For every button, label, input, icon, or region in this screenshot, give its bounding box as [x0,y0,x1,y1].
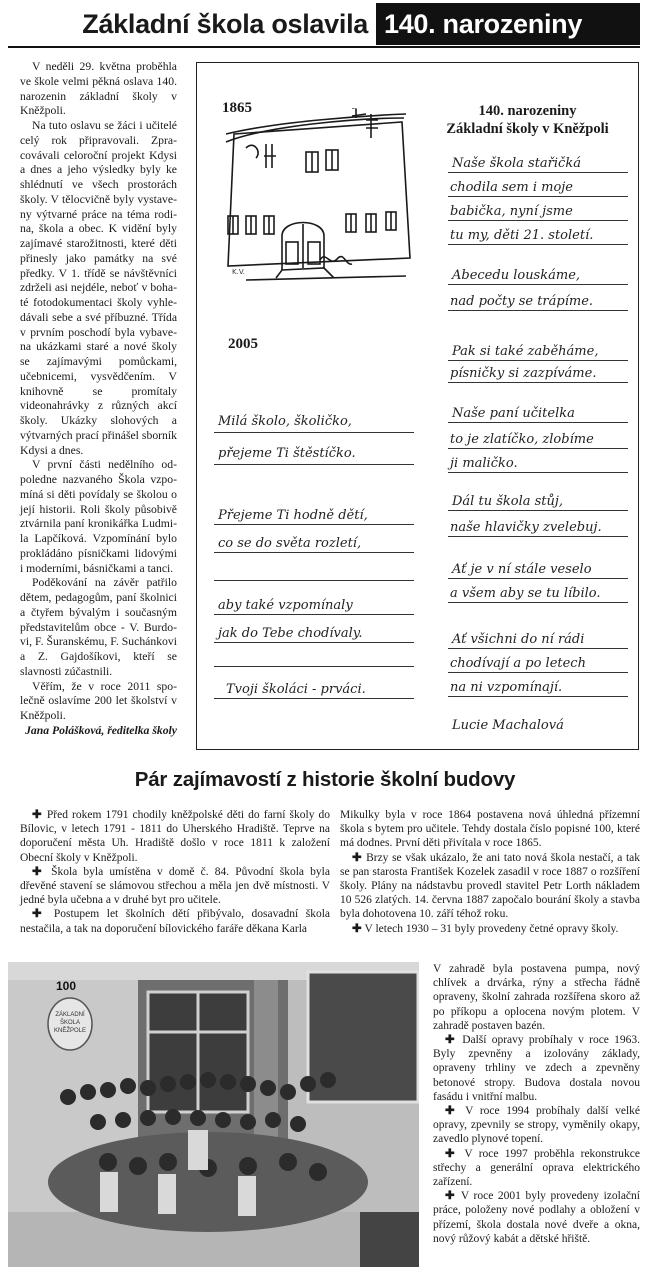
writing-rule [448,196,628,197]
poem-right-line: Pak si také zaběháme, [452,344,599,359]
page-header [8,3,640,45]
section-title: Pár zajímavostí z historie školní budovy [134,768,516,791]
cross-bullet-icon: ✚ [352,851,367,864]
history-column-2 [340,808,640,936]
poem-right-line: na ni vzpomínají. [450,680,563,695]
history-paragraph: ✚ Postupem let školních dětí přibývalo, dosavadní škola nestačila, a tak na doporučení bílovického faráře děkana Karla [20,908,330,935]
poem-left-line: co se do světa rozletí, [218,536,362,551]
poem-right-line: Ať všichni do ní rádi [452,632,585,647]
history-paragraph: ✚ V roce 1997 proběhla rekonstrukce střechy a generální oprava elektrického zařízení. [433,1147,641,1189]
writing-rule [448,696,628,697]
writing-rule [214,614,414,615]
writing-rule [448,672,628,673]
cross-bullet-icon: ✚ [32,809,47,821]
history-paragraph: V zahradě byla postavena pumpa, nový chlívek a drvárka, rýny a střecha řádně opraveny, školní zahrada rozšířena skoro až po příkopu a oplocena novým plotem. V zahradě postaven bazén. [433,963,640,1032]
writing-rule [214,524,414,525]
cross-bullet-icon: ✚ [445,1105,466,1118]
plaque-line1: ZÁKLADNÍ [55,1012,85,1018]
writing-rule [214,580,414,581]
poem-left-line: Tvoji školáci - prváci. [226,682,366,697]
poem-right-line: Abecedu louskáme, [452,268,581,283]
poem-right-line: chodila sem i moje [450,180,573,195]
writing-rule [448,382,628,383]
writing-rule [448,648,628,649]
intro-paragraph: Poděkování na závěr patřilo dětem, pedagogům, paní školnici a čtyřem bývalým i současným představitelům obce - V. Burdovi, F. Šuranskému, F. Suchánkovi a Z. Gajdošíkovi, kteří se slavnosti zúčastnili. [20,576,177,678]
writing-rule [214,642,414,643]
poem-title-line1: 140. narozeniny [478,103,577,119]
poem-left-line: aby také vzpomínaly [218,598,353,613]
poem-left-line: jak do Tebe chodívaly. [218,626,363,641]
header-title-left: Základní škola oslavila [8,3,376,45]
history-paragraph: ✚ Další opravy probíhaly v roce 1963. Byly zpevněny a izolovány základy, opraveny trhliny ve zdech a zpevněny betonové stropy. Budova dostala novou fasádu i vnitřní malbu. [433,1034,640,1103]
history-paragraph: ✚ Škola byla umístěna v domě č. 84. Původní škola byla dřevěné stavení se slámovou střechou a měla jen dvě místnosti. V jedné byla učebna a v druhé byt pro učitele. [20,865,330,907]
intro-paragraph: Věřím, že v roce 2011 společně oslavíme 200 let školství v Kněžpoli. [20,679,177,722]
windows-upper [306,150,338,172]
history-paragraph: ✚ V roce 2001 byly provedeny izolační práce, položeny nové podlahy a obložení v přízemí, škola dostala nové dveře a okna, nový růžový kabát a dětské hřiště. [433,1190,640,1245]
writing-rule [448,172,628,173]
history-paragraph: ✚ V roce 1994 probíhaly další velké opravy, zpevnily se stropy, vyměnily okapy, zavedlo plynové topení. [433,1105,640,1146]
poem-right-line: babička, nyní jsme [450,204,573,219]
intro-signature: Jana Polášková, ředitelka školy [25,723,177,737]
poem-right-line: Naše škola stařičká [452,156,581,171]
writing-rule [448,472,628,473]
poem-left-line: přejeme Ti štěstíčko. [218,446,356,461]
school-children-photo [8,962,419,1267]
writing-rule [214,432,414,433]
poem-left-line: Milá školo, školičko, [218,414,352,429]
poem-right-line: písničky si zazpíváme. [450,366,597,381]
header-rule [8,46,640,48]
intro-paragraph: Na tuto oslavu se žáci i učitelé celý rok připravovali. Zpracovávali celoroční projekt Kdysi a dnes a jeho výsledky byly ke shlédnutí ve všech prostorách školy. V tělocvičně byly vystaveny výtvarné práce na téma rodina, škola a obec. K vidění byly zajímavé starožitnosti, které děti přinesly jako památky na své předky. V 1. třídě se návštěvníci zdrželi asi nejdéle, neboť v bohaté fotodokumentaci školy vyhledávali sebe a své příbuzné. Třída v prvním poschodí byla vybavena ukázkami staré a nové školy se zajímavými pomůckami, učebnicemi, vysvědčením. V knihovně se promítaly videonahrávky z různých akcí školy. Ukázky slohových a výtvarných prací přinášel sborník Kdysi a dnes. [20,119,177,457]
writing-rule [448,536,628,537]
cross-bullet-icon: ✚ [352,922,365,935]
cross-bullet-icon: ✚ [32,908,54,921]
svg-text:K.V.: K.V. [232,268,245,276]
history-paragraph: ✚ V letech 1930 – 31 byly provedeny četné opravy školy. [352,922,619,935]
cross-bullet-icon: ✚ [32,865,52,878]
writing-rule [448,220,628,221]
header-title-right: 140. narozeniny [376,3,640,45]
intro-article [20,60,177,739]
writing-rule [448,244,628,245]
cross-bullet-icon: ✚ [445,1034,463,1047]
poem-right-line: Ať je v ní stále veselo [452,562,592,577]
history-paragraph: ✚ Před rokem 1791 chodily kněžpolské děti do farní školy do Bílovic, v letech 1791 - 1811 do Uherského Hradiště. Teprve na doporučení města Uh. Hradiště došlo v roce 1811 k založení Obecní školy v Kněžpoli. [20,809,330,864]
poem-right-line: tu my, děti 21. století. [450,228,594,243]
poem-right-line: ji maličko. [450,456,518,471]
history-paragraph: ✚ Brzy se však ukázalo, že ani tato nová škola nestačí, a tak se pan starosta František Kozelek zasadil v roce 1887 o rozšíření školy. Plány na nádstavbu provedl stavitel Petr Lorth nákladem 10 526 zlatých. 14. června 1887 započalo bourání školy a stavba byla dohotovena 10. září téhož roku. [340,851,641,921]
history-column-1 [20,808,330,936]
cross-bullet-icon: ✚ [445,1147,465,1160]
school-building-drawing [206,108,426,340]
poem-right-line: chodívají a po letech [450,656,586,671]
poem-title-line2: Základní školy v Kněžpoli [446,121,609,137]
writing-rule [214,552,414,553]
writing-rule [214,666,414,667]
intro-paragraph: V neděli 29. května proběhla ve škole velmi pěkná oslava 140. narozenin základní školy v Kněžpoli. [20,60,177,118]
writing-rule [448,284,628,285]
history-column-3 [433,962,640,1246]
writing-rule [214,698,414,699]
writing-rule [448,510,628,511]
writing-rule [214,464,414,465]
intro-paragraph: V první části nedělního odpoledne nazvaného Škola vzpomíná si děti povídaly se školou o její historii. Roli školy působivě ztvárnila paní kronikářka Ludmila Lapčíková. Vzpomínání bylo prokládáno písničkami lidovými i moderními, básničkami a tanci. [20,458,177,575]
history-paragraph: Mikulky byla v roce 1864 postavena nová úhledná přízemní škola s bytem pro učitele. Tehdy dostala číslo popisné 100, které má dodnes. První děti přivítala v roce 1865. [340,809,640,850]
writing-rule [448,448,628,449]
cross-bullet-icon: ✚ [445,1190,461,1203]
poem-right-line: Naše paní učitelka [452,406,575,421]
writing-rule [448,578,628,579]
poem-right-line: nad počty se trápíme. [450,294,594,309]
poem-right-line: to je zlatíčko, zlobíme [450,432,594,447]
year-bottom: 2005 [228,336,258,352]
drawing-author-signature: Lucie Machalová [452,718,564,733]
writing-rule [448,310,628,311]
house-number: 100 [56,979,77,993]
writing-rule [448,602,628,603]
writing-rule [448,360,628,361]
poem-right-line: naše hlavičky zvelebuj. [450,520,602,535]
plaque-line2: ŠKOLA [59,1020,81,1026]
poem-right-line: a všem aby se tu líbilo. [450,586,601,601]
year-top: 1865 [222,100,252,116]
writing-rule [448,422,628,423]
poem-right-line: Dál tu škola stůj, [452,494,564,509]
poem-left-line: Přejeme Ti hodně dětí, [218,508,368,523]
building-wall [228,122,410,266]
plaque-line3: KNĚŽPOLE [53,1028,87,1034]
poem-title [430,102,625,138]
